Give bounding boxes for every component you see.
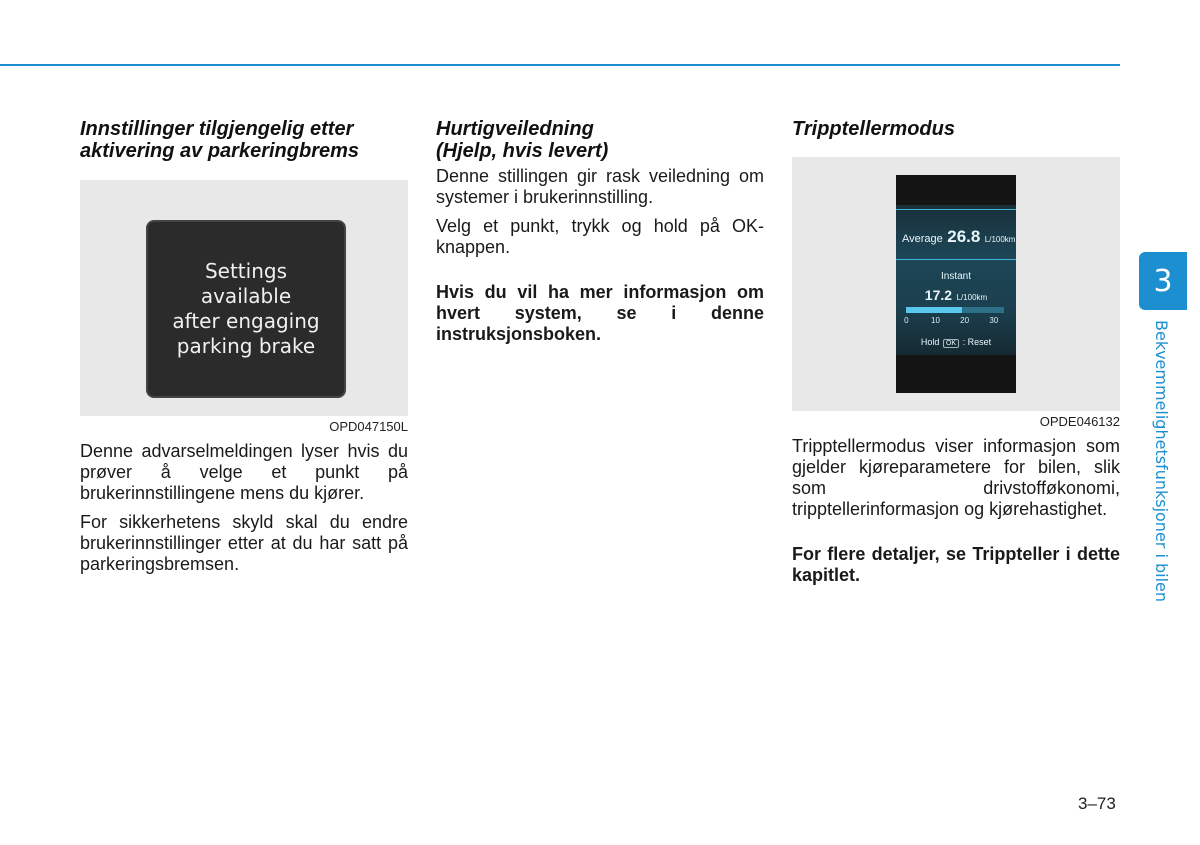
average-readout [902,227,1015,247]
chapter-number: 3 [1153,263,1173,299]
warning-line: Settings [204,259,287,283]
figure-settings-warning [80,180,408,416]
instant-label: Instant [940,271,972,282]
instant-unit: L/100km [956,293,988,302]
section-heading-quick-guide [436,118,764,162]
body-paragraph: Denne advarselmeldingen lyser hvis du prøver å velge et punkt på brukerinnstillingene mens du kjører. [80,441,408,503]
column-trip-mode [792,118,1120,594]
bold-note: For flere detaljer, se Trippteller i dette kapitlet. [792,544,1120,585]
warning-line: available [200,284,292,308]
instant-readout [896,287,1016,305]
warning-line: parking brake [176,334,316,358]
instrument-cluster-display [896,175,1016,393]
hold-reset-hint [896,337,1016,348]
heading-line: aktivering av parkeringbrems [80,140,360,162]
heading-line: Hurtigveiledning [436,118,594,140]
ok-button-icon: OK [943,339,959,348]
section-heading-parking-brake [80,118,408,162]
scale-tick: 10 [931,316,940,325]
column-parking-brake [80,118,408,583]
consumption-bar [906,307,1004,313]
scale-tick: 0 [904,316,909,325]
scale-tick: 30 [989,316,999,325]
chapter-tab [1139,252,1187,310]
body-paragraph: Velg et punkt, trykk og hold på OK-knappen. [436,216,764,257]
section-heading-trip-mode: Tripptellermodus [792,118,955,140]
figure-trip-display [792,157,1120,411]
warning-message [172,259,319,359]
display-divider [896,209,1016,210]
hold-label: Hold [920,337,940,347]
top-rule [0,64,1120,66]
display-divider [896,259,1016,260]
heading-line: (Hjelp, hvis levert) [436,140,609,162]
bold-note: Hvis du vil ha mer informasjon om hvert system, se i denne instruksjonsboken. [436,282,764,344]
warning-line: after engaging [172,309,320,333]
warning-display [146,220,346,398]
instant-value: 17.2 [924,287,953,303]
average-value: 26.8 [947,227,981,246]
figure-caption: OPDE046132 [1039,414,1120,429]
figure-caption: OPD047150L [329,419,408,434]
page-number: 3–73 [1078,794,1116,813]
chapter-title: Bekvemmelighetsfunksjoner i bilen [1152,320,1171,603]
column-quick-guide [436,118,764,353]
scale-tick: 20 [960,316,970,325]
scale-ticks [902,316,1010,326]
body-paragraph: Tripptellermodus viser informasjon som gjelder kjøreparametere for bilen, slik som drivstofføkonomi, tripptellerinformasjon og kjørehastighet. [792,436,1120,519]
average-label: Average [902,233,943,245]
reset-label: : Reset [962,337,992,347]
consumption-bar-fill [906,307,962,313]
heading-line: Innstillinger tilgjengelig etter [80,118,354,140]
body-paragraph: Denne stillingen gir rask veiledning om systemer i brukerinnstilling. [436,166,764,207]
average-unit: L/100km [984,235,1016,244]
body-paragraph: For sikkerhetens skyld skal du endre brukerinnstillinger etter at du har satt på parkeringsbremsen. [80,512,408,574]
